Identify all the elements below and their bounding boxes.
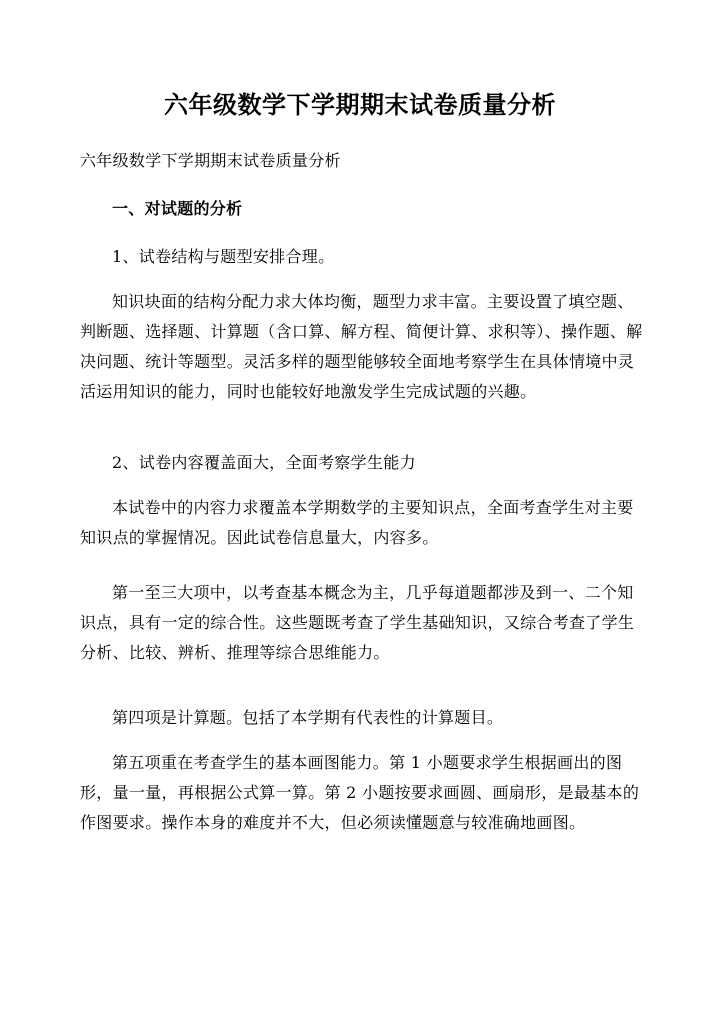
paragraph-structure-text: 知识块面的结构分配力求大体均衡，题型力求丰富。主要设置了填空题、判断题、选择题、计算题（含口算、解方程、简便计算、求积等）、操作题、解决问题、统计等题型。灵活多样的题型能够较全面地考察学生在具体情境中灵活运用知识的能力，同时也能较好地激发学生完成试题的兴趣。	[80, 292, 643, 401]
item-heading-1-text: 1、试卷结构与题型安排合理。	[112, 247, 335, 266]
paragraph-coverage	[80, 493, 646, 553]
paragraph-basic-concepts	[80, 578, 646, 668]
paragraph-drawing-text: 第五项重在考查学生的基本画图能力。第 1 小题要求学生根据画出的图形，量一量，再根据公式算一算。第 2 小题按要求画圆、画扇形，是最基本的作图要求。操作本身的难度并不大，但必须读懂题意与较准确地画图。	[80, 753, 640, 832]
item-heading-1	[80, 242, 646, 272]
paragraph-calculation-text: 第四项是计算题。包括了本学期有代表性的计算题目。	[112, 708, 504, 727]
section-heading-text: 一、对试题的分析	[112, 199, 243, 218]
section-heading-analysis	[80, 194, 646, 224]
paragraph-basic-concepts-text: 第一至三大项中，以考查基本概念为主，几乎每道题都涉及到一、二个知识点，具有一定的综合性。这些题既考查了学生基础知识，又综合考查了学生分析、比较、辨析、推理等综合思维能力。	[80, 583, 635, 662]
paragraph-calculation	[80, 703, 646, 733]
subtitle-text: 六年级数学下学期期末试卷质量分析	[80, 151, 341, 170]
paragraph-drawing	[80, 748, 646, 838]
document-title: 六年级数学下学期期末试卷质量分析	[164, 91, 556, 119]
paragraph-coverage-text: 本试卷中的内容力求覆盖本学期数学的主要知识点，全面考查学生对主要知识点的掌握情况。因此试卷信息量大，内容多。	[80, 498, 634, 547]
paragraph-structure	[80, 287, 646, 407]
item-heading-2	[80, 448, 646, 478]
document-subtitle	[80, 146, 646, 176]
item-heading-2-text: 2、试卷内容覆盖面大，全面考察学生能力	[112, 453, 416, 472]
